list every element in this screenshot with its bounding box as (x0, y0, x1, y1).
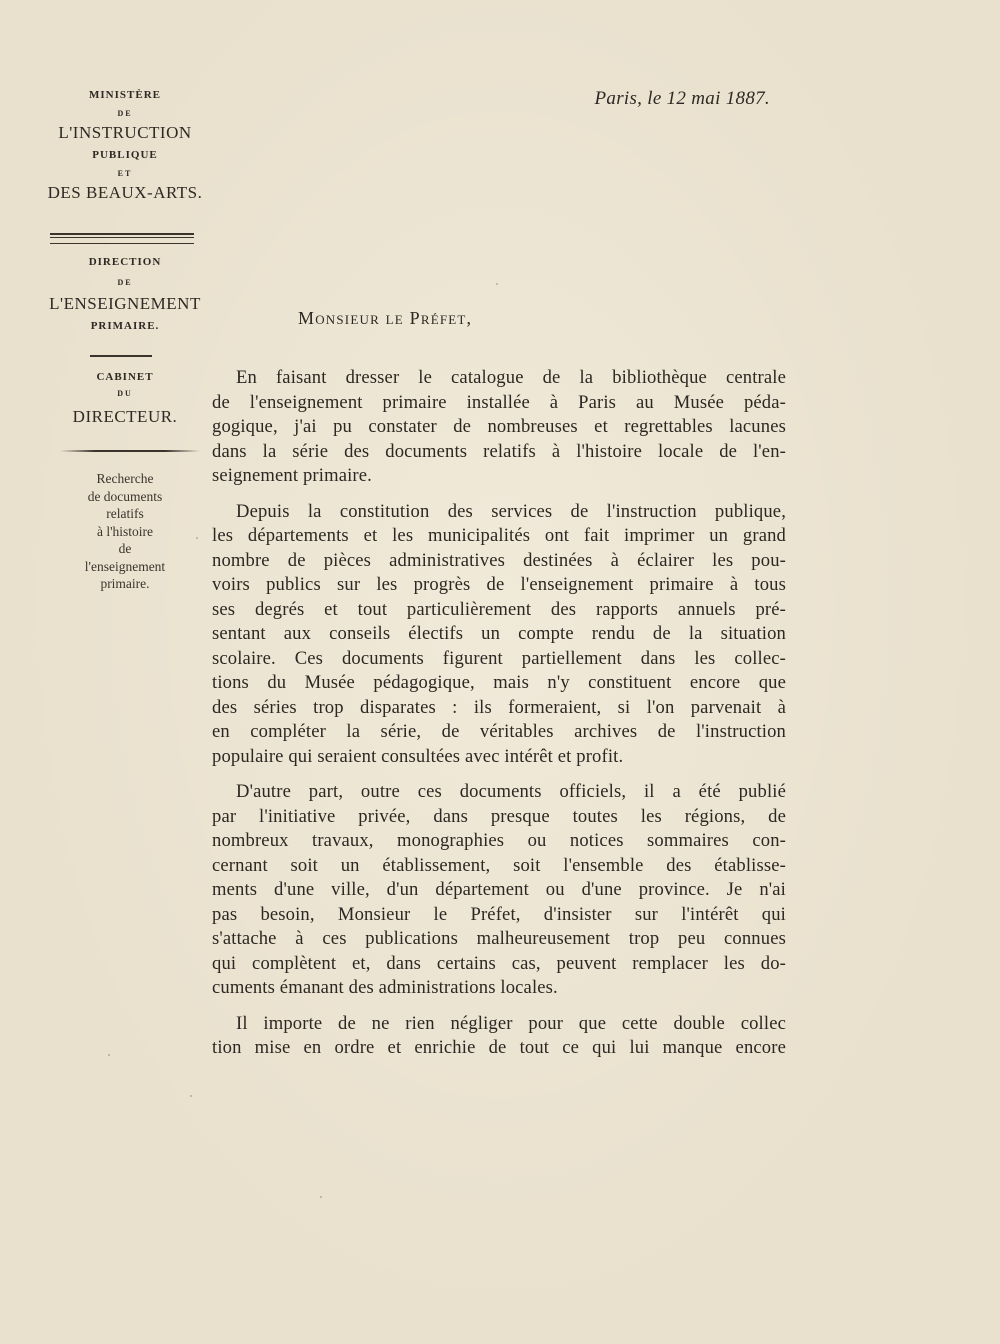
subject-line: primaire. (100, 576, 150, 591)
text-line: scolaire. Ces documents figurent partiellement dans les collec- (212, 647, 786, 669)
text-line: Il importe de ne rien négliger pour que cette double collec (236, 1012, 786, 1034)
letter-body (212, 366, 786, 1061)
ornament-rule-divider (60, 450, 200, 452)
subject-note (40, 470, 210, 593)
direction-line: DE (117, 278, 133, 287)
double-rule-divider (50, 233, 194, 244)
text-line: ses degrés et tout particulièrement des rapports annuels pré- (212, 598, 786, 620)
direction-line: L'ENSEIGNEMENT (49, 294, 201, 313)
short-rule-divider (90, 355, 152, 357)
cabinet-line: CABINET (96, 371, 154, 383)
subject-line: relatifs (106, 506, 144, 521)
ministry-line: DE (117, 109, 133, 118)
text-line: gogique, j'ai pu constater de nombreuses et regrettables lacunes (212, 416, 786, 437)
paragraph (212, 780, 786, 1001)
ministry-line: L'INSTRUCTION (58, 123, 192, 142)
direction-line: PRIMAIRE. (90, 320, 160, 332)
text-line: les départements et les municipalités ont fait imprimer un grand (212, 525, 786, 546)
subject-line: de documents (87, 488, 163, 504)
text-line: nombre de pièces administratives destinées à éclairer les pou- (212, 549, 786, 571)
text-line: par l'initiative privée, dans presque toutes les régions, de (212, 805, 786, 827)
subject-line: de (118, 541, 132, 556)
ministry-line: PUBLIQUE (92, 149, 158, 161)
text-line: Depuis la constitution des services de l'instruction publique, (236, 500, 786, 522)
subject-line: à l'histoire (96, 523, 154, 539)
text-line: de l'enseignement primaire installée à Paris au Musée péda- (212, 391, 786, 413)
text-line: nombreux travaux, monographies ou notices sommaires con- (212, 830, 786, 851)
ministry-heading (40, 90, 210, 204)
text-line: cernant soit un établissement, soit l'ensemble des établisse- (212, 854, 786, 876)
text-line: D'autre part, outre ces documents officiels, il a été publié (236, 781, 786, 802)
text-line: voirs publics sur les progrès de l'enseignement primaire à tous (212, 574, 786, 595)
cabinet-heading (40, 372, 210, 428)
ministry-line: ET (117, 169, 133, 178)
paragraph (212, 1012, 786, 1061)
text-line: seignement primaire. (212, 465, 372, 486)
cabinet-line: DU (117, 389, 133, 398)
salutation: Monsieur le Préfet, (298, 308, 473, 328)
ministry-line: DES BEAUX-ARTS. (47, 183, 203, 202)
ministry-line: MINISTÈRE (89, 89, 161, 101)
letter-date: Paris, le 12 mai 1887. (594, 88, 770, 109)
text-line: en compléter la série, de véritables archives de l'instruction (212, 721, 786, 742)
subject-line: l'enseignement (84, 558, 166, 574)
text-line: des séries trop disparates : ils formeraient, si l'on parvenait à (212, 696, 786, 718)
text-line: cuments émanant des administrations locales. (212, 977, 558, 998)
text-line: En faisant dresser le catalogue de la bibliothèque centrale (236, 367, 786, 388)
text-line: qui complètent et, dans certains cas, peuvent remplacer les do- (212, 952, 786, 974)
paragraph (212, 366, 786, 489)
text-line: s'attache à ces publications malheureusement trop peu connues (212, 928, 786, 949)
cabinet-line: DIRECTEUR. (72, 407, 178, 426)
text-line: pas besoin, Monsieur le Préfet, d'insister sur l'intérêt qui (212, 903, 786, 925)
text-line: tions du Musée pédagogique, mais n'y constituent encore que (212, 672, 786, 693)
direction-heading (40, 257, 210, 335)
text-line: populaire qui seraient consultées avec intérêt et profit. (212, 745, 624, 767)
paragraph (212, 500, 786, 770)
subject-line: Recherche (96, 471, 154, 486)
text-line: sentant aux conseils électifs un compte rendu de la situation (212, 623, 786, 644)
text-line: tion mise en ordre et enrichie de tout ce qui lui manque encore (212, 1037, 786, 1058)
text-line: dans la série des documents relatifs à l'histoire locale de l'en- (212, 440, 786, 462)
direction-line: DIRECTION (88, 256, 162, 268)
text-line: ments d'une ville, d'un département ou d'une province. Je n'ai (212, 879, 786, 900)
